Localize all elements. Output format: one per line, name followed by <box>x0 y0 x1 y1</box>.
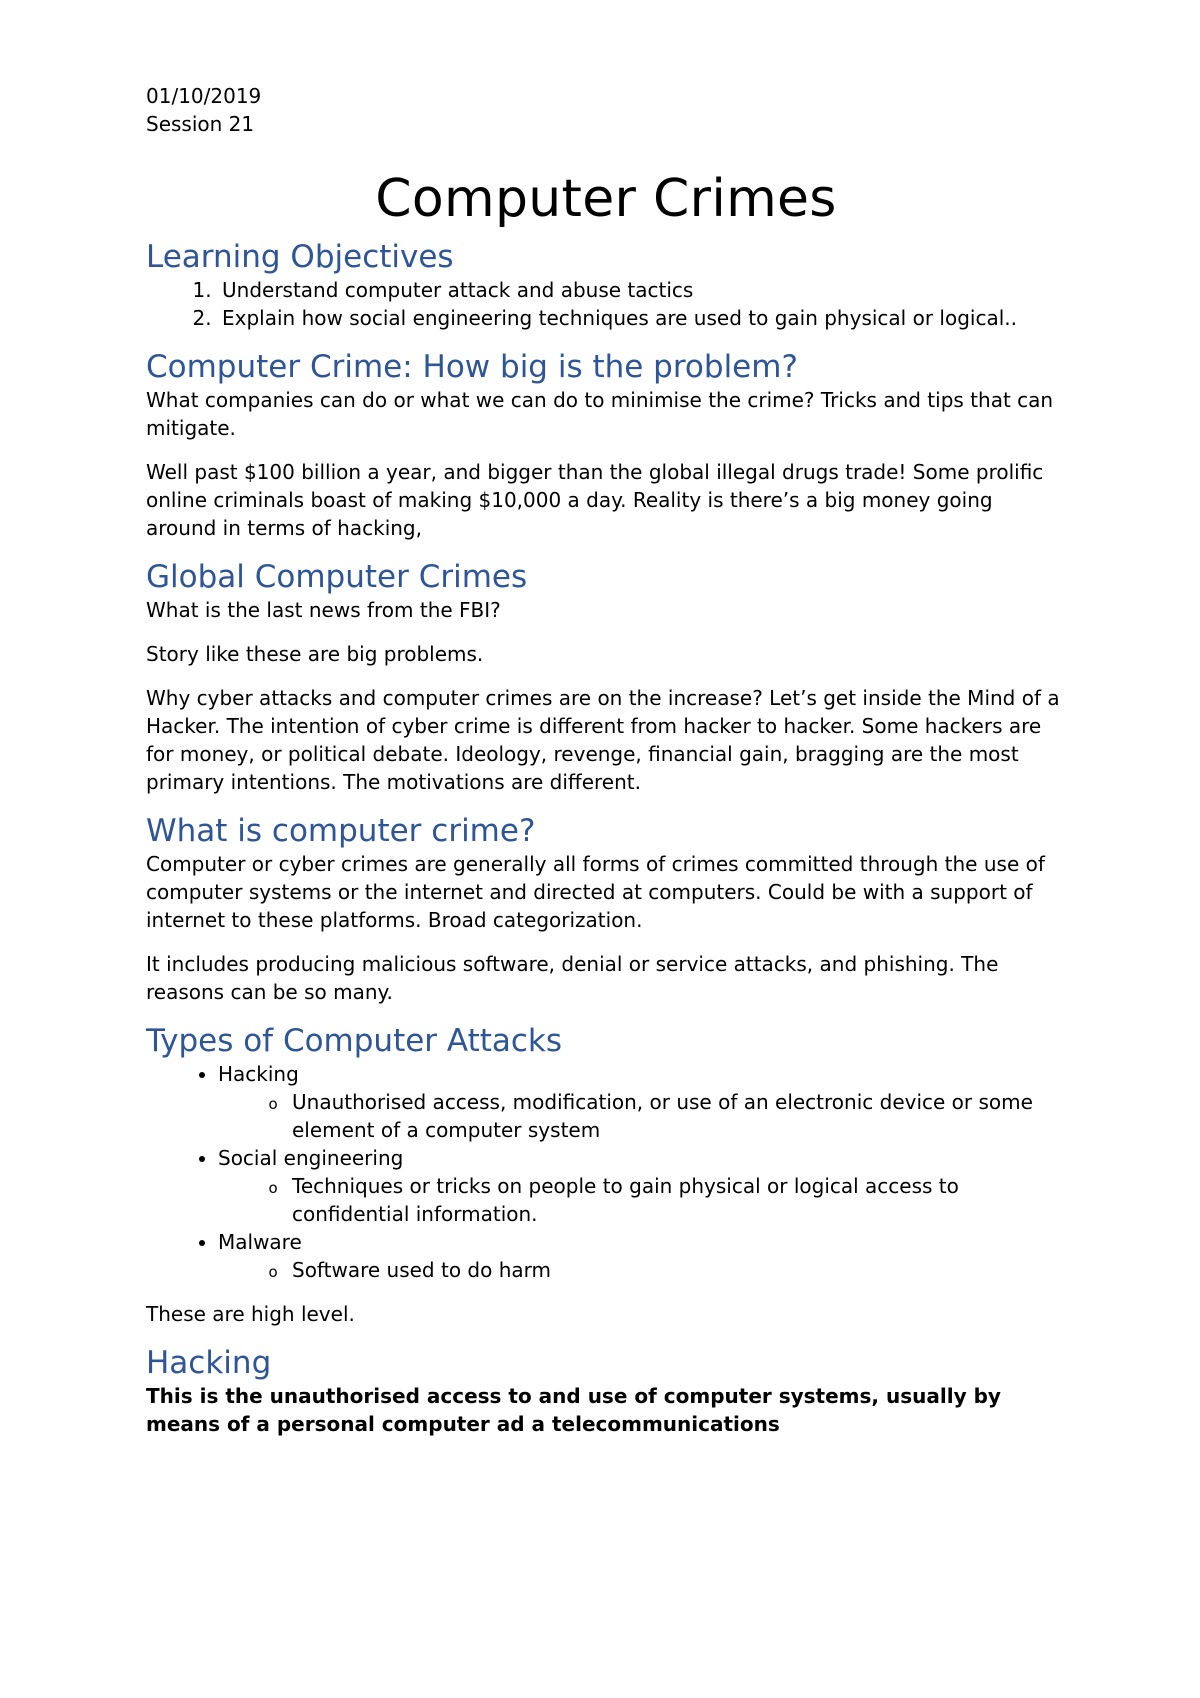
paragraph: Well past $100 billion a year, and bigger than the global illegal drugs trade! Some prolific online criminals boast of making $10,000 a day. Reality is there’s a big money going around in terms of hacking, <box>146 460 1044 540</box>
paragraph: Why cyber attacks and computer crimes are on the increase? Let’s get inside the Mind of a Hacker. The intention of cyber crime is different from hacker to hacker. Some hackers are for money, or political debate. Ideology, revenge, financial gain, bragging are the most primary intentions. The motivations are different. <box>146 686 1060 794</box>
attack-type-item <box>218 1228 1066 1284</box>
attack-type-item <box>218 1060 1066 1144</box>
attack-type-sublist <box>218 1172 1066 1228</box>
heading-types-of-attacks: Types of Computer Attacks <box>146 1023 563 1059</box>
attack-type-description: o Unauthorised access, modification, or use of an electronic device or some element of a computer system <box>292 1088 1066 1144</box>
heading-global-computer-crimes: Global Computer Crimes <box>146 559 528 595</box>
attack-type-description: o Software used to do harm <box>292 1256 1066 1284</box>
hacking-definition: This is the unauthorised access to and use of computer systems, usually by means of a personal computer ad a telecommunications <box>146 1384 1001 1436</box>
attack-type-label: Social engineering <box>218 1146 404 1170</box>
document-date: 01/10/2019 <box>146 84 262 108</box>
paragraph: What companies can do or what we can do to minimise the crime? Tricks and tips that can mitigate. <box>146 388 1054 440</box>
paragraph: These are high level. <box>146 1302 355 1326</box>
attack-type-description: o Techniques or tricks on people to gain physical or logical access to confidential information. <box>292 1172 1066 1228</box>
paragraph: Story like these are big problems. <box>146 642 484 666</box>
heading-learning-objectives: Learning Objectives <box>146 239 454 275</box>
attack-type-sublist <box>218 1088 1066 1144</box>
attack-type-sublist <box>218 1256 1066 1284</box>
paragraph: Computer or cyber crimes are generally all forms of crimes committed through the use of computer systems or the internet and directed at computers. Could be with a support of internet to these platforms. Broad categorization. <box>146 852 1045 932</box>
objective-item: 1. Understand computer attack and abuse tactics <box>218 276 1066 304</box>
objectives-list <box>146 276 1066 332</box>
attack-type-item <box>218 1144 1066 1228</box>
paragraph: It includes producing malicious software, denial or service attacks, and phishing. The reasons can be so many. <box>146 952 999 1004</box>
paragraph: What is the last news from the FBI? <box>146 598 501 622</box>
document-page <box>146 82 1066 1438</box>
objective-item: 2. Explain how social engineering techniques are used to gain physical or logical.. <box>218 304 1066 332</box>
session-label: Session 21 <box>146 112 255 136</box>
heading-how-big-problem: Computer Crime: How big is the problem? <box>146 349 798 385</box>
attack-type-label: Hacking <box>218 1062 299 1086</box>
heading-what-is-computer-crime: What is computer crime? <box>146 813 536 849</box>
document-title: Computer Crimes <box>375 169 837 229</box>
attack-type-label: Malware <box>218 1230 302 1254</box>
heading-hacking: Hacking <box>146 1345 272 1381</box>
attack-types-list <box>146 1060 1066 1284</box>
